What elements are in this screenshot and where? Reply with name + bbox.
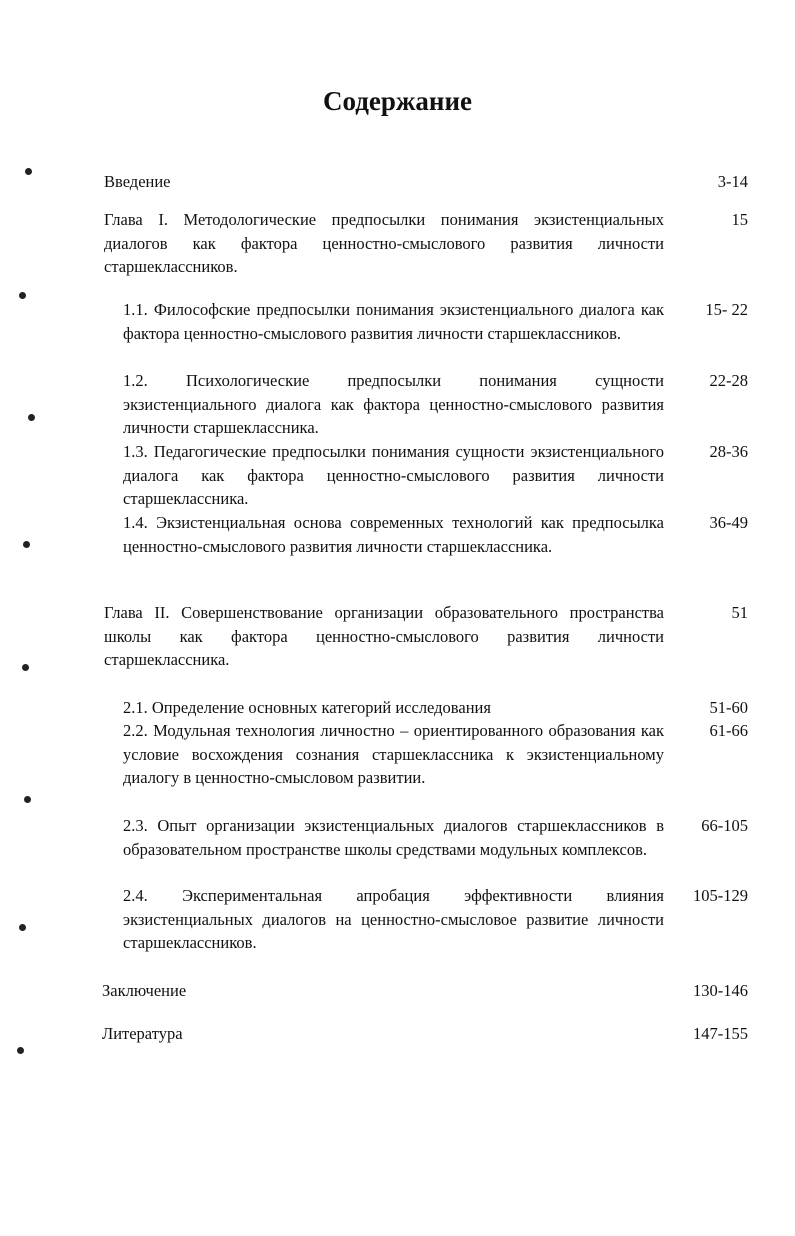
page-title: Содержание xyxy=(322,86,473,116)
toc-entry-pages: 28-36 xyxy=(709,442,748,461)
binder-hole-dot xyxy=(19,292,26,299)
binder-hole-dot xyxy=(28,414,35,421)
binder-hole-dot xyxy=(24,796,31,803)
toc-entry-text: 1.1. Философские предпосылки понимания экзистенциального диалога как фактора ценностно-смыслового развития личности старшеклассников. xyxy=(123,300,664,343)
binder-hole-dot xyxy=(17,1047,24,1054)
toc-entry-pages: 36-49 xyxy=(709,513,748,532)
toc-entry-text: Глава I. Методологические предпосылки понимания экзистенциальных диалогов как фактора ценностно-смыслового развития личности старшеклассников. xyxy=(104,210,664,276)
binder-hole-dot xyxy=(19,924,26,931)
toc-entry-pages: 3-14 xyxy=(717,172,748,191)
toc-entry-pages: 51-60 xyxy=(709,698,748,717)
toc-entry-pages: 15- 22 xyxy=(705,300,748,319)
toc-entry-pages: 15 xyxy=(731,210,748,229)
toc-entry-pages: 130-146 xyxy=(693,981,748,1000)
toc-entry-text: Введение xyxy=(104,172,171,191)
toc-entry-text: 1.2. Психологические предпосылки понимания сущности экзистенциального диалога как фактора ценностно-смыслового развития личности старшеклассника. xyxy=(123,371,664,437)
toc-entry-pages: 66-105 xyxy=(701,816,748,835)
toc-entry-pages: 51 xyxy=(731,603,748,622)
toc-entry-text: 2.3. Опыт организации экзистенциальных диалогов старшеклассников в образовательном пространстве школы средствами модульных комплексов. xyxy=(123,816,664,859)
toc-entry-text: 1.3. Педагогические предпосылки понимания сущности экзистенциального диалога как фактора ценностно-смыслового развития личности старшеклассника. xyxy=(123,442,664,508)
toc-entry-text: Заключение xyxy=(102,981,187,1000)
toc-entry-text: 2.2. Модульная технология личностно – ориентированного образования как условие восхождения сознания старшеклассника к экзистенциальному диалогу в ценностно-смысловом развитии. xyxy=(123,721,664,787)
toc-entry-pages: 22-28 xyxy=(709,371,748,390)
toc-entry-pages: 105-129 xyxy=(693,886,748,905)
binder-hole-dot xyxy=(22,664,29,671)
toc-entry-text: 2.4. Экспериментальная апробация эффективности влияния экзистенциальных диалогов на ценностно-смысловое развитие личности старшеклассников. xyxy=(123,886,664,952)
toc-entry-text: Литература xyxy=(102,1024,183,1043)
binder-hole-dot xyxy=(25,168,32,175)
toc-entry-pages: 61-66 xyxy=(709,721,748,740)
toc-entry-pages: 147-155 xyxy=(693,1024,748,1043)
toc-entry-text: Глава II. Совершенствование организации образовательного пространства школы как фактора ценностно-смыслового развития личности старшеклассника. xyxy=(104,603,664,669)
binder-hole-dot xyxy=(23,541,30,548)
toc-entry-text: 1.4. Экзистенциальная основа современных технологий как предпосылка ценностно-смыслового развития личности старшеклассника. xyxy=(123,513,664,556)
toc-entry-text: 2.1. Определение основных категорий исследования xyxy=(123,698,491,717)
